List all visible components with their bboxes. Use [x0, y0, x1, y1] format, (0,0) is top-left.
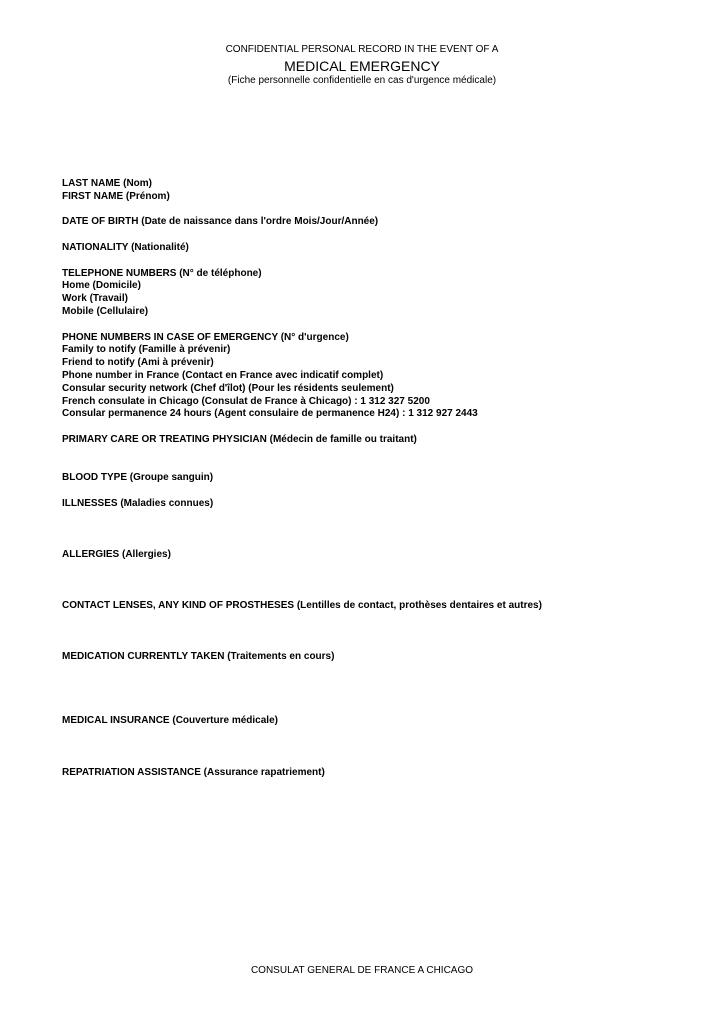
nationality-label: NATIONALITY (Nationalité) — [62, 241, 189, 253]
document-title: MEDICAL EMERGENCY — [284, 58, 440, 74]
repatriation-label: REPATRIATION ASSISTANCE (Assurance rapatriement) — [62, 766, 325, 778]
document-subtitle: (Fiche personnelle confidentielle en cas d'urgence médicale) — [227, 75, 497, 86]
document-footer: CONSULAT GENERAL DE FRANCE A CHICAGO — [250, 965, 474, 976]
first-name-label: FIRST NAME (Prénom) — [62, 190, 170, 202]
medication-label: MEDICATION CURRENTLY TAKEN (Traitements en cours) — [62, 651, 335, 663]
form-body — [62, 178, 682, 779]
header-line: CONFIDENTIAL PERSONAL RECORD IN THE EVENT OF A — [225, 44, 499, 55]
document-header — [0, 44, 724, 87]
illnesses-label: ILLNESSES (Maladies connues) — [62, 497, 214, 509]
physician-label: PRIMARY CARE OR TREATING PHYSICIAN (Médecin de famille ou traitant) — [62, 433, 417, 445]
last-name-label: LAST NAME (Nom) — [62, 178, 152, 189]
allergies-label: ALLERGIES (Allergies) — [62, 549, 171, 561]
mobile-phone-label: Mobile (Cellulaire) — [62, 305, 149, 317]
blood-type-label: BLOOD TYPE (Groupe sanguin) — [62, 472, 214, 484]
medical-insurance-label: MEDICAL INSURANCE (Couverture médicale) — [62, 715, 278, 727]
consular-security-label: Consular security network (Chef d'îlot) (Pour les résidents seulement) — [62, 382, 394, 394]
home-phone-label: Home (Domicile) — [62, 280, 141, 292]
date-of-birth-label: DATE OF BIRTH (Date de naissance dans l'ordre Mois/Jour/Année) — [62, 216, 379, 228]
friend-to-notify-label: Friend to notify (Ami à prévenir) — [62, 357, 214, 369]
consular-permanence-label: Consular permanence 24 hours (Agent consulaire de permanence H24) : 1 312 927 2443 — [62, 408, 478, 420]
work-phone-label: Work (Travail) — [62, 293, 128, 305]
emergency-numbers-heading: PHONE NUMBERS IN CASE OF EMERGENCY (N° d'urgence) — [62, 331, 349, 343]
family-to-notify-label: Family to notify (Famille à prévenir) — [62, 344, 231, 356]
contact-lenses-label: CONTACT LENSES, ANY KIND OF PROSTHESES (Lentilles de contact, prothèses dentaires et autres) — [62, 600, 542, 612]
telephone-numbers-heading: TELEPHONE NUMBERS (N° de téléphone) — [62, 267, 262, 279]
phone-in-france-label: Phone number in France (Contact en France avec indicatif complet) — [62, 369, 384, 381]
french-consulate-label: French consulate in Chicago (Consulat de France à Chicago) : 1 312 327 5200 — [62, 395, 430, 407]
